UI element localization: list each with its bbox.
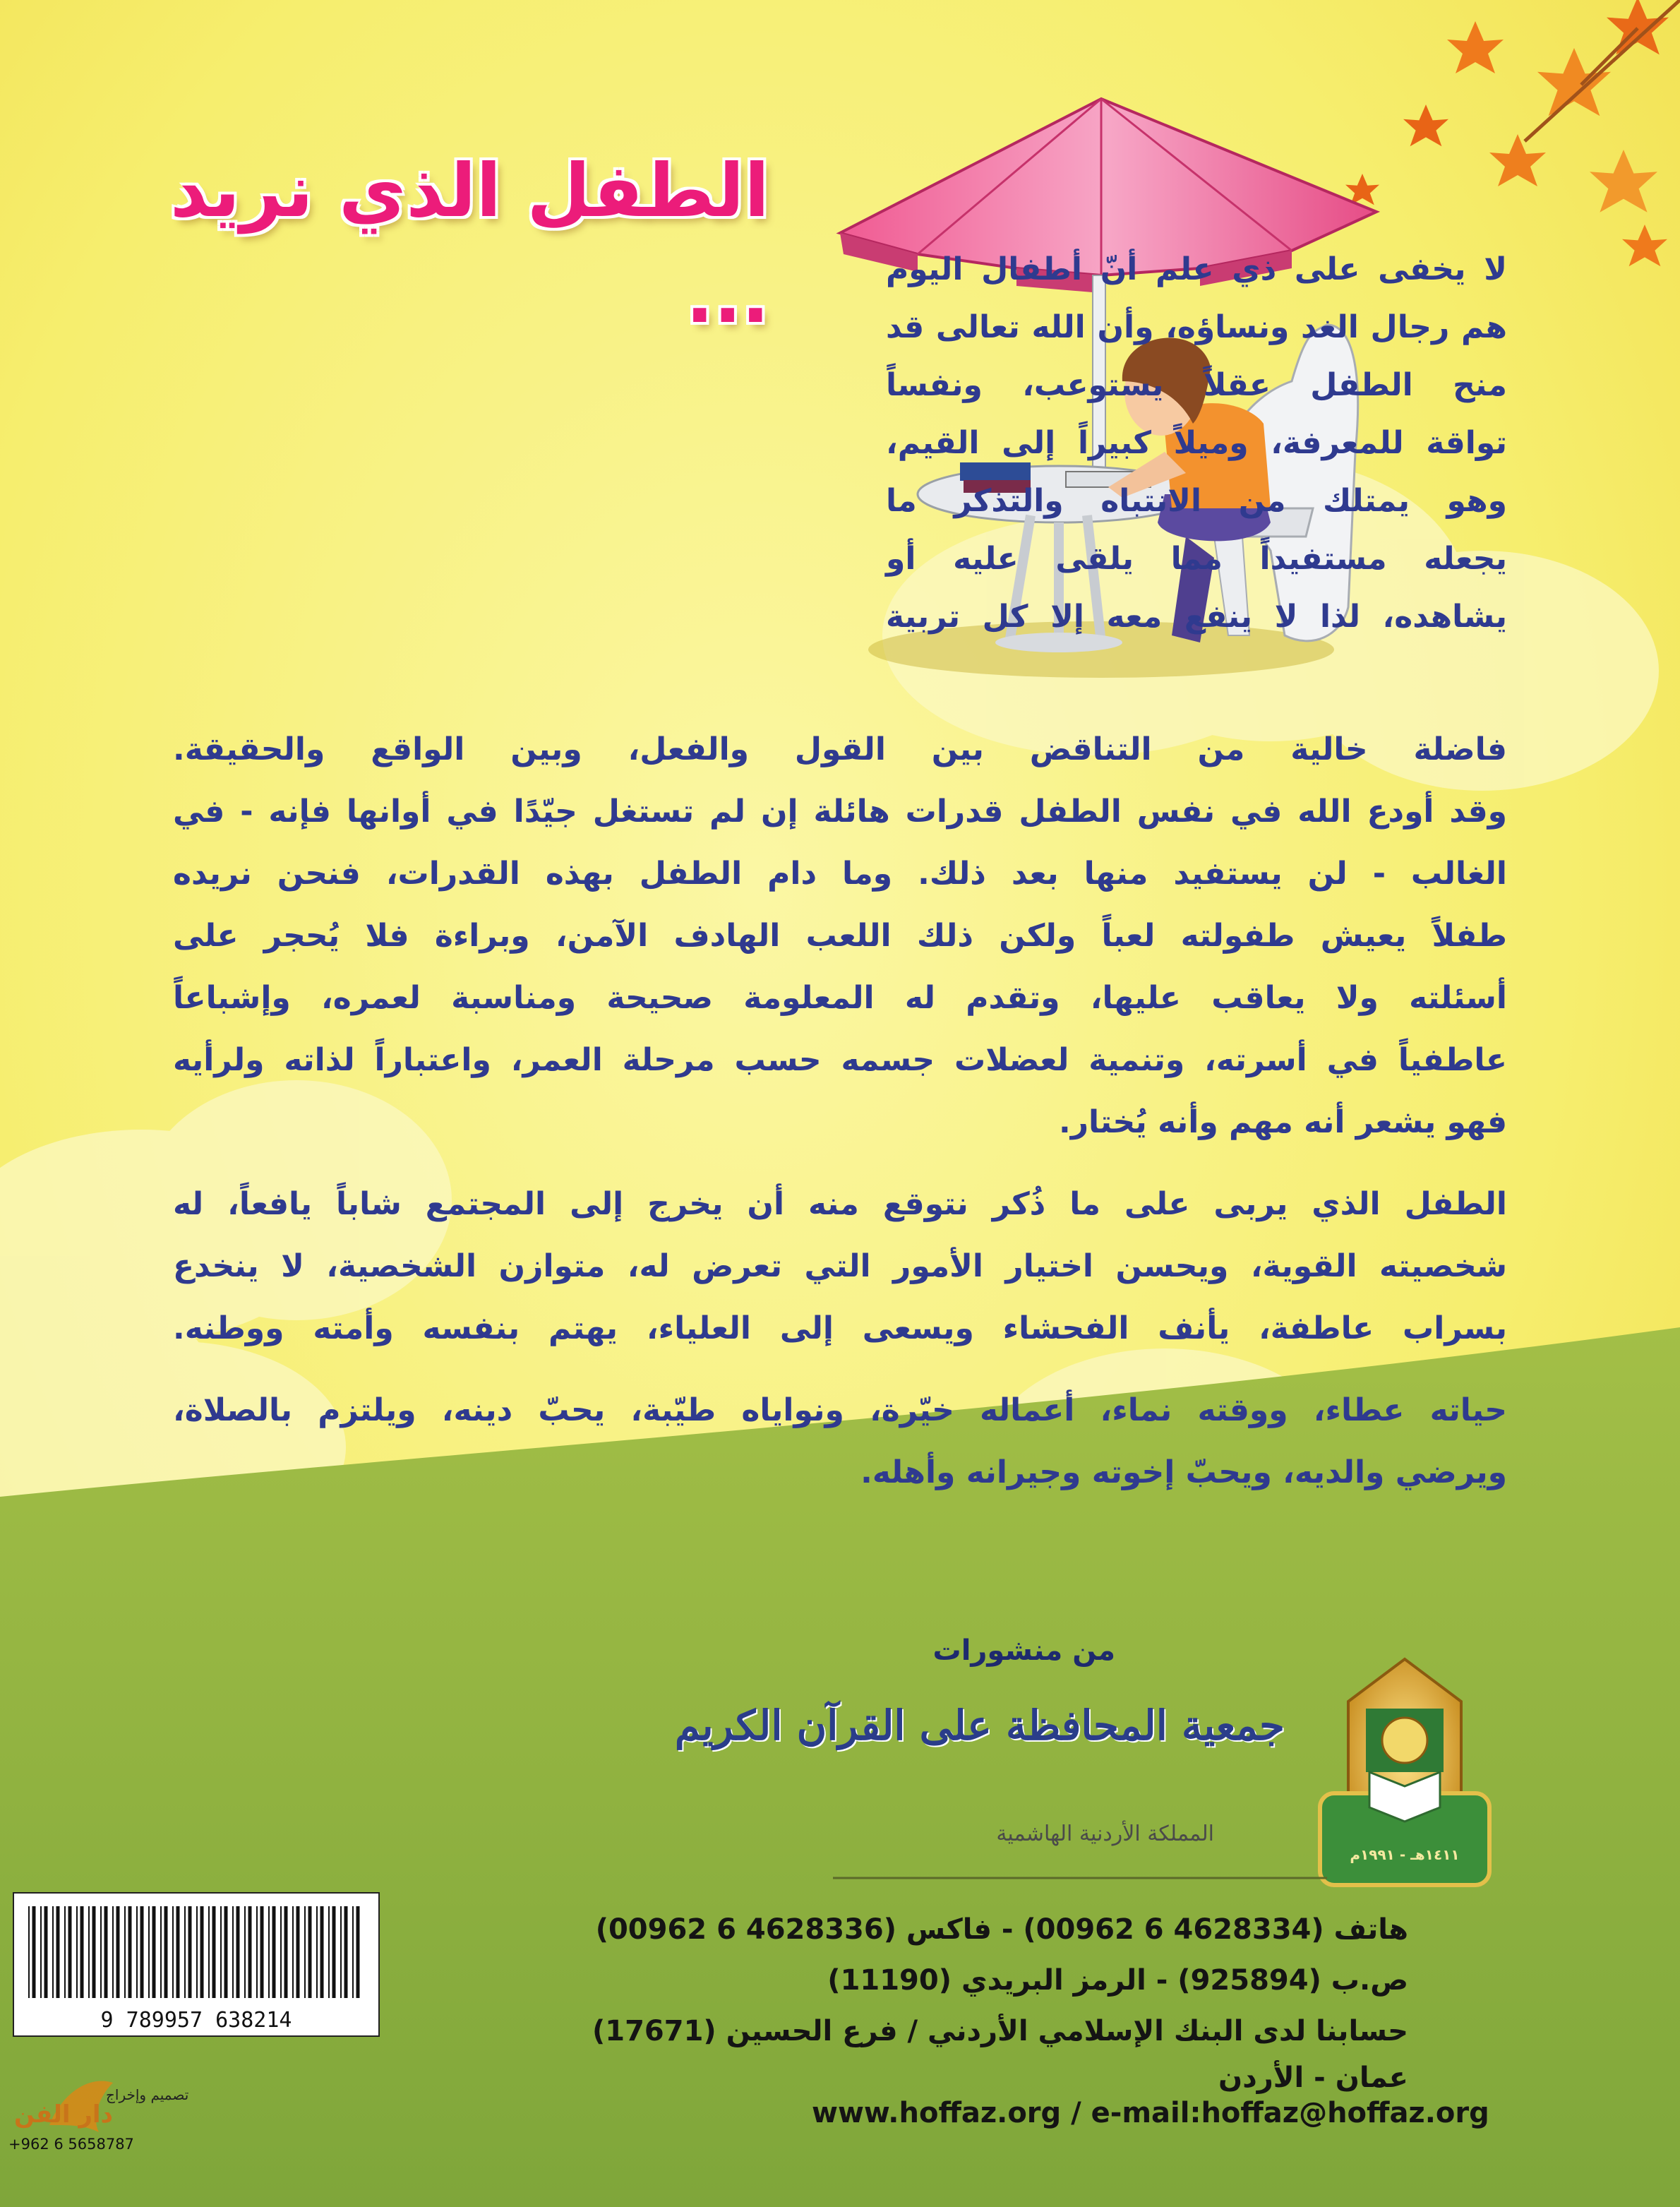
barcode-bar xyxy=(296,1906,300,1998)
body-line: ويرضي والديه، ويحبّ إخوته وجيرانه وأهله. xyxy=(860,1454,1507,1490)
barcode-bar xyxy=(356,1906,360,1998)
barcode-bar xyxy=(44,1906,48,1998)
barcode-bar xyxy=(304,1906,306,1998)
barcode-bar xyxy=(80,1906,84,1998)
barcode-bars xyxy=(14,1901,378,2006)
body-line: لا يخفى على ذي علم أنّ أطفال اليوم xyxy=(886,251,1507,287)
barcode-bar xyxy=(52,1906,54,1998)
barcode-bar xyxy=(76,1906,78,1998)
barcode-bar xyxy=(196,1906,198,1998)
isbn-number: 9 789957 638214 xyxy=(100,2008,292,2033)
design-phone: +962 6 5658787 xyxy=(8,2136,134,2153)
publisher-name: جمعية المحافظة على القرآن الكريم xyxy=(674,1701,1285,1750)
body-line: شخصيته القوية، ويحسن اختيار الأمور التي تعرض له، متوازن الشخصية، لا ينخدع xyxy=(173,1248,1507,1284)
barcode-bar xyxy=(332,1906,336,1998)
design-credit-label: تصميم وإخراج xyxy=(106,2086,189,2103)
barcode-bar xyxy=(64,1906,66,1998)
barcode-bar xyxy=(40,1906,42,1998)
barcode-bar xyxy=(212,1906,216,1998)
barcode-bar xyxy=(340,1906,342,1998)
design-brand: دار الفن xyxy=(14,2100,114,2129)
barcode-bar xyxy=(308,1906,312,1998)
barcode-bar xyxy=(124,1906,126,1998)
barcode-bar xyxy=(152,1906,156,1998)
barcode-bar xyxy=(116,1906,120,1998)
body-line: بسراب عاطفة، يأنف الفحشاء ويسعى إلى العلياء، يهتم بنفسه وأمته ووطنه. xyxy=(173,1310,1507,1346)
barcode-bar xyxy=(172,1906,174,1998)
barcode-bar xyxy=(328,1906,330,1998)
body-line: منح الطفل عقلاً يستوعب، ونفساً xyxy=(886,367,1507,403)
barcode-bar xyxy=(28,1906,30,1998)
body-line: طفلاً يعيش طفولته لعباً ولكن ذلك اللعب الهادف الآمن، وبراءة فلا يُحجر على xyxy=(173,918,1507,954)
barcode-bar xyxy=(112,1906,114,1998)
barcode-bar xyxy=(92,1906,96,1998)
website-email[interactable]: www.hoffaz.org / e-mail:hoffaz@hoffaz.org xyxy=(812,2097,1489,2129)
barcode-bar xyxy=(236,1906,240,1998)
barcode-bar xyxy=(200,1906,204,1998)
body-line: الغالب - لن يستفيد منها بعد ذلك. وما دام الطفل بهذه القدرات، فنحن نريده xyxy=(173,856,1507,892)
barcode-bar xyxy=(164,1906,168,1998)
barcode-bar xyxy=(88,1906,90,1998)
body-line: وقد أودع الله في نفس الطفل قدرات هائلة إن لم تستغل جيّدًا في أوانها فإنه - في xyxy=(173,794,1507,830)
body-line: عاطفياً في أسرته، وتنمية لعضلات جسمه حسب مرحلة العمر، واعتباراً لذاته ولرأيه xyxy=(173,1042,1507,1078)
barcode-bar xyxy=(272,1906,276,1998)
barcode-bar xyxy=(56,1906,60,1998)
barcode-bar xyxy=(224,1906,228,1998)
body-line: أسئلته ولا يعاقب عليها، وتقدم له المعلومة صحيحة ومناسبة لعمره، وإشباعاً xyxy=(173,980,1507,1016)
barcode-bar xyxy=(316,1906,318,1998)
barcode-bar xyxy=(284,1906,288,1998)
barcode-bar xyxy=(220,1906,222,1998)
barcode-bar xyxy=(160,1906,162,1998)
barcode-bar xyxy=(136,1906,138,1998)
barcode-bar xyxy=(280,1906,282,1998)
publisher-country: المملكة الأردنية الهاشمية xyxy=(996,1822,1214,1846)
page-title: الطفل الذي نريد ... xyxy=(169,148,769,340)
body-line: وهو يمتلك من الانتباه والتذكر ما xyxy=(886,483,1507,519)
body-line: فهو يشعر أنه مهم وأنه يُختار. xyxy=(1058,1104,1507,1140)
barcode-bar xyxy=(140,1906,144,1998)
body-line: يشاهده، لذا لا ينفع معه إلا كل تربية xyxy=(886,599,1507,635)
body-line: تواقة للمعرفة، وميلاً كبيراً إلى القيم، xyxy=(886,425,1507,461)
barcode-bar xyxy=(352,1906,354,1998)
barcode-bar xyxy=(320,1906,324,1998)
body-line: فاضلة خالية من التناقض بين القول والفعل، وبين الواقع والحقيقة. xyxy=(173,731,1507,767)
barcode-bar xyxy=(248,1906,252,1998)
barcode-bar xyxy=(128,1906,132,1998)
body-line: هم رجال الغد ونساؤه، وأن الله تعالى قد xyxy=(886,309,1507,345)
barcode-bar xyxy=(256,1906,258,1998)
publisher-label: من منشورات xyxy=(932,1634,1115,1667)
barcode-bar xyxy=(292,1906,294,1998)
barcode-bar xyxy=(344,1906,348,1998)
contact-pobox: ص.ب (925894) - الرمز البريدي (11190) xyxy=(827,1964,1408,1997)
logo-year: ١٤١١هـ - ١٩٩١م xyxy=(1350,1846,1460,1863)
contact-bank: حسابنا لدى البنك الإسلامي الأردني / فرع الحسين (17671) xyxy=(592,2015,1408,2047)
body-line: يجعله مستفيداً مما يلقى عليه أو xyxy=(886,541,1507,577)
barcode-bar xyxy=(68,1906,72,1998)
barcode-bar xyxy=(100,1906,102,1998)
body-line: حياته عطاء، ووقته نماء، أعماله خيّرة، ونواياه طيّبة، يحبّ دينه، ويلتزم بالصلاة، xyxy=(173,1392,1507,1428)
isbn-barcode xyxy=(13,1892,380,2037)
barcode-bar xyxy=(260,1906,264,1998)
barcode-bar xyxy=(176,1906,180,1998)
contact-phone-fax: هاتف (4628334 6 00962) - فاكس (4628336 6 00962) xyxy=(595,1913,1408,1946)
barcode-bar xyxy=(268,1906,270,1998)
barcode-bar xyxy=(184,1906,186,1998)
barcode-bar xyxy=(188,1906,192,1998)
barcode-bar xyxy=(32,1906,36,1998)
barcode-bar xyxy=(232,1906,234,1998)
barcode-bar xyxy=(104,1906,108,1998)
body-line: الطفل الذي يربى على ما ذُكر نتوقع منه أن يخرج إلى المجتمع شاباً يافعاً، له xyxy=(173,1186,1507,1222)
barcode-bar xyxy=(148,1906,150,1998)
barcode-bar xyxy=(208,1906,210,1998)
barcode-bar xyxy=(244,1906,246,1998)
contact-city: عمان - الأردن xyxy=(1218,2062,1408,2094)
